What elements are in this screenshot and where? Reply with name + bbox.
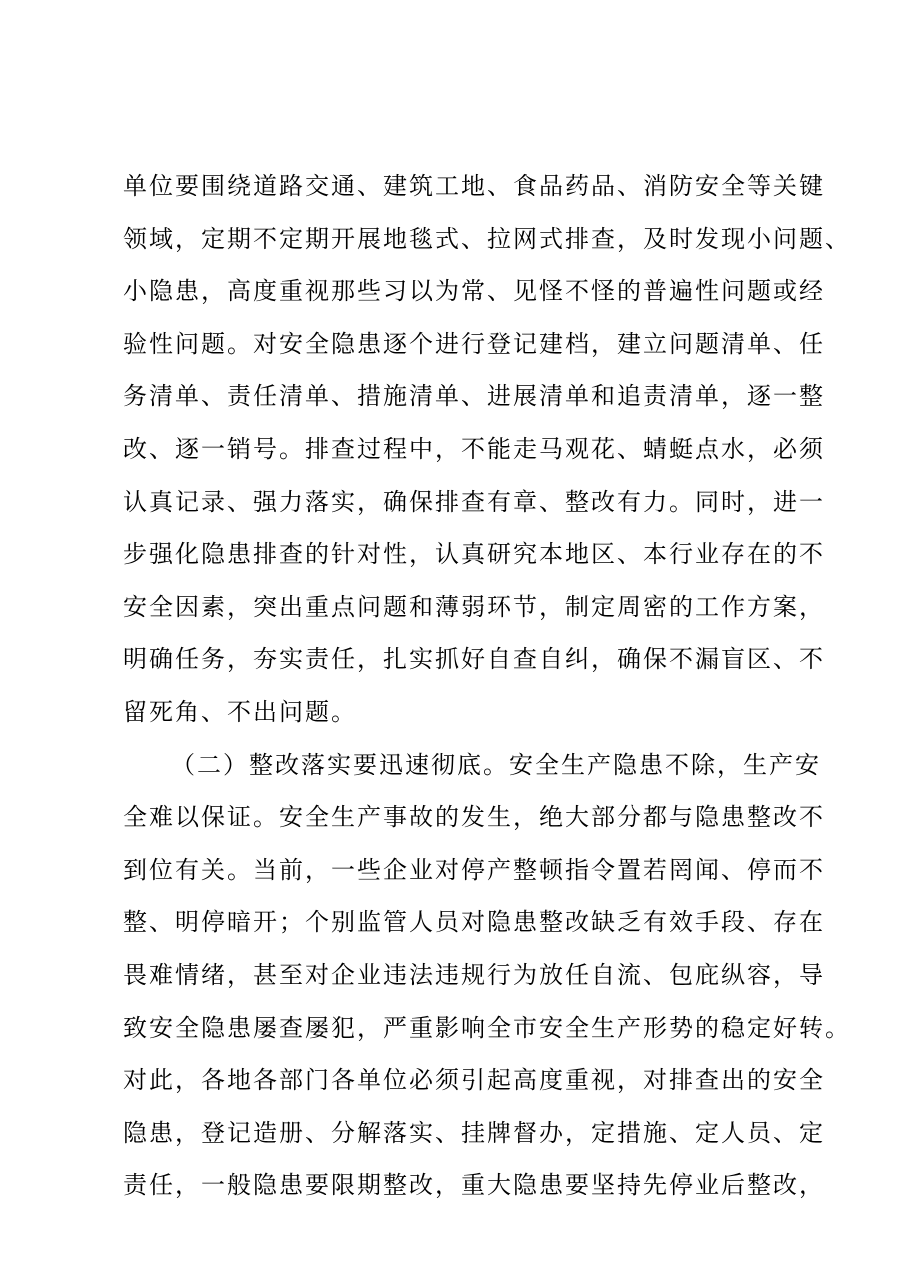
text-line: 改、逐一销号。排查过程中，不能走马观花、蜻蜓点水，必须 (123, 434, 825, 463)
text-line: 单位要围绕道路交通、建筑工地、食品药品、消防安全等关键 (123, 172, 825, 200)
text-line: 隐患，登记造册、分解落实、挂牌督办，定措施、定人员、定 (123, 1118, 825, 1147)
text-line: 留死角、不出问题。 (123, 697, 357, 726)
section-heading-line: （二）整改落实要迅速彻底。安全生产隐患不除，生产安 (171, 750, 821, 779)
text-line: 对此，各地各部门各单位必须引起高度重视，对排查出的安全 (123, 1066, 825, 1095)
text-line: 验性问题。对安全隐患逐个进行登记建档，建立问题清单、任 (123, 329, 825, 358)
text-line: 安全因素，突出重点问题和薄弱环节，制定周密的工作方案， (123, 592, 825, 621)
text-line: 小隐患，高度重视那些习以为常、见怪不怪的普遍性问题或经 (123, 277, 825, 306)
body-text (123, 160, 851, 1212)
text-line: 整、明停暗开；个别监管人员对隐患整改缺乏有效手段、存在 (123, 908, 825, 937)
text-line: 务清单、责任清单、措施清单、进展清单和追责清单，逐一整 (123, 382, 825, 411)
text-line: 全难以保证。安全生产事故的发生，绝大部分都与隐患整改不 (123, 803, 825, 832)
text-line: 责任，一般隐患要限期整改，重大隐患要坚持先停业后整改， (123, 1171, 825, 1200)
text-line: 明确任务，夯实责任，扎实抓好自查自纠，确保不漏盲区、不 (123, 645, 825, 674)
text-line: 步强化隐患排查的针对性，认真研究本地区、本行业存在的不 (123, 540, 825, 569)
text-line: 认真记录、强力落实，确保排查有章、整改有力。同时，进一 (123, 487, 825, 516)
text-line: 畏难情绪，甚至对企业违法违规行为放任自流、包庇纵容，导 (123, 960, 825, 989)
text-line: 到位有关。当前，一些企业对停产整顿指令置若罔闻、停而不 (123, 855, 825, 884)
text-line: 领域，定期不定期开展地毯式、拉网式排查，及时发现小问题、 (123, 224, 851, 253)
text-line: 致安全隐患屡查屡犯，严重影响全市安全生产形势的稳定好转。 (123, 1013, 851, 1042)
